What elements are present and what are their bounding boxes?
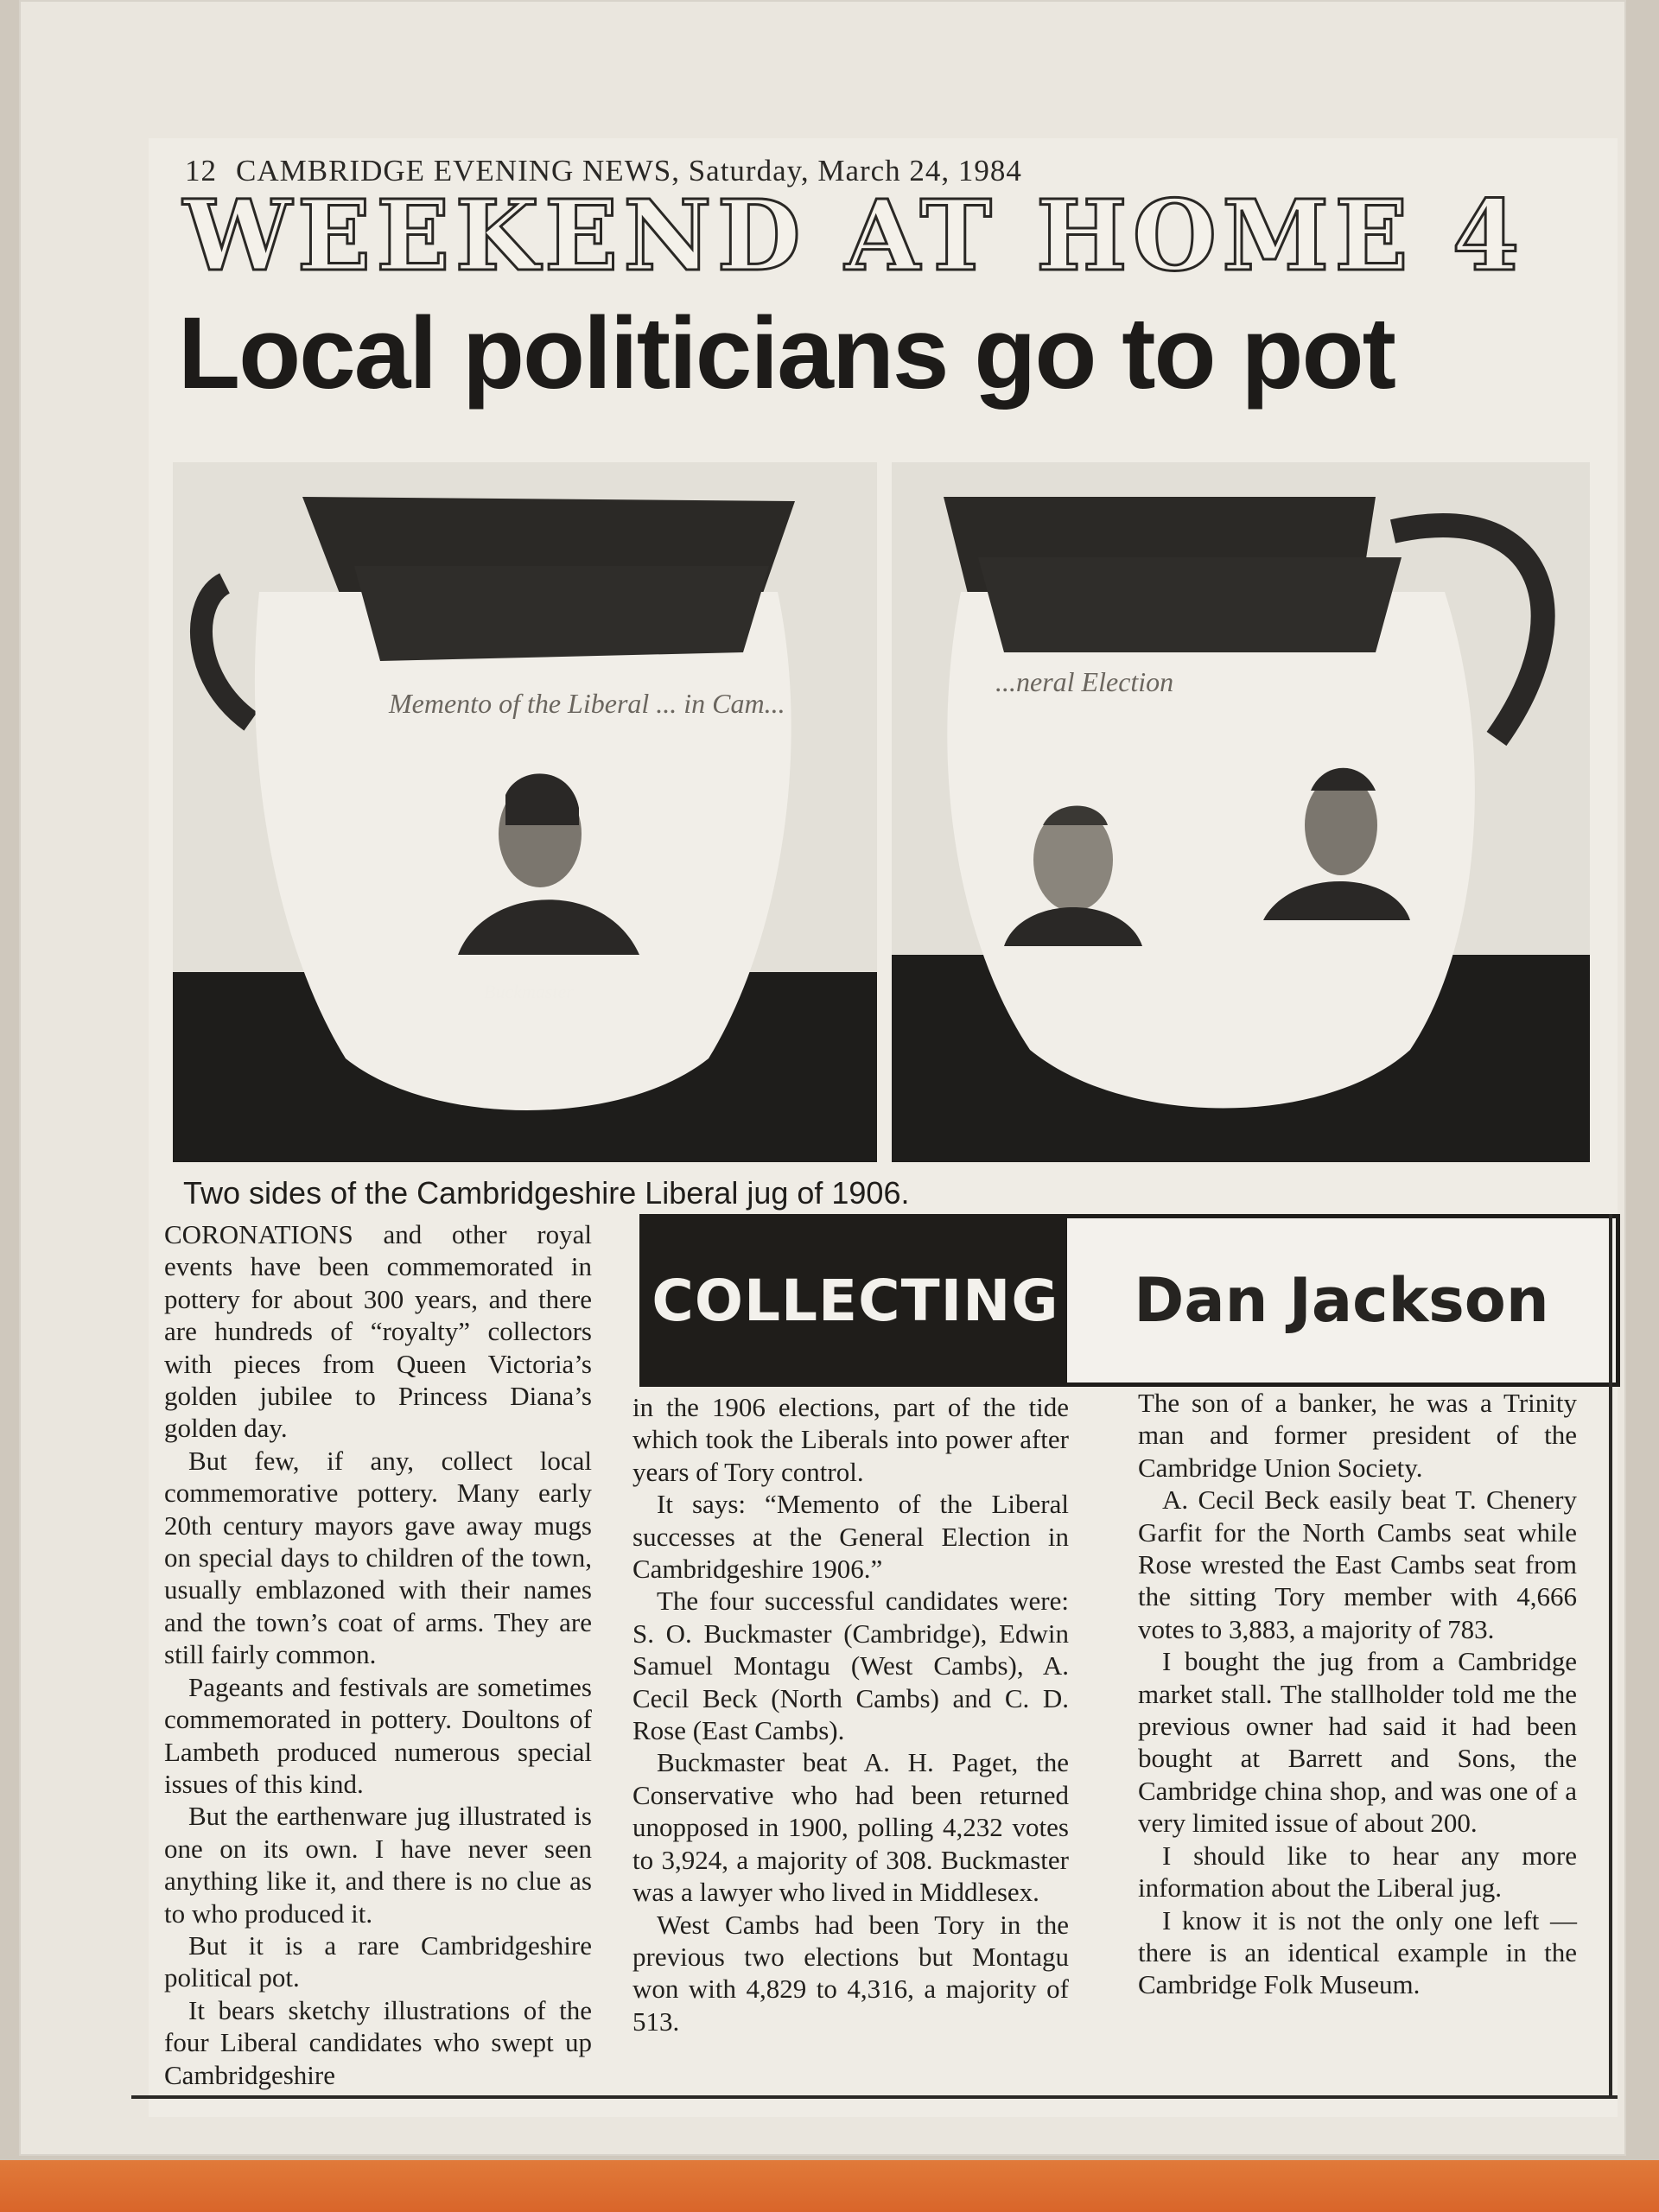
author-name: Dan Jackson — [1134, 1265, 1549, 1336]
column-byline — [639, 1214, 1620, 1387]
paragraph: But few, if any, collect local commemorative pottery. Many early 20th century mayors gave away mugs on special days to children of the town, usually emblazoned with their names and the town’s coat of arms. They are still fairly common. — [164, 1445, 592, 1670]
page-number: 12 — [185, 154, 217, 188]
section-title: WEEKEND AT HOME 4 — [183, 180, 1525, 293]
paragraph: West Cambs had been Tory in the previous two elections but Montagu won with 4,829 to 4,316, a majority of 513. — [632, 1909, 1069, 2037]
jug-inscription-left: Memento of the Liberal ... in Cam... — [389, 688, 785, 719]
svg-text:Buckmaster: Buckmaster — [484, 981, 574, 1002]
paragraph: Pageants and festivals are sometimes commemorated in pottery. Doultons of Lambeth produced numerous special issues of this kind. — [164, 1671, 592, 1799]
article-column-2 — [632, 1391, 1069, 2037]
paragraph: Buckmaster beat A. H. Paget, the Conservative who had been returned unopposed in 1900, polling 4,232 votes to 3,924, a majority of 308. Buckmaster was a lawyer who lived in Middlesex. — [632, 1747, 1069, 1908]
article-column-1 — [164, 1218, 592, 2091]
paragraph: The son of a banker, he was a Trinity man and former president of the Cambridge Union Society. — [1138, 1388, 1577, 1483]
paragraph: The four successful candidates were: S. O. Buckmaster (Cambridge), Edwin Samuel Montagu (West Cambs), A. Cecil Beck (North Cambs) and C. D. Rose (East Cambs). — [632, 1586, 1069, 1746]
paragraph: It says: “Memento of the Liberal successes at the General Election in Cambridgeshire 1906.” — [632, 1489, 1069, 1585]
orange-backdrop — [0, 2160, 1659, 2212]
publication-line: CAMBRIDGE EVENING NEWS, Saturday, March 24, 1984 — [236, 154, 1022, 188]
column-tag: COLLECTING — [644, 1218, 1067, 1382]
jug-photo-right — [892, 462, 1590, 1162]
jug-photo-left — [173, 462, 877, 1162]
column-rule — [1609, 1214, 1612, 2095]
paragraph: But the earthenware jug illustrated is one on its own. I have never seen anything like it, and there is no clue as to who produced it. — [164, 1801, 592, 1929]
paragraph: I should like to hear any more information about the Liberal jug. — [1138, 1840, 1577, 1904]
jug-illustration-right — [892, 462, 1590, 1162]
newspaper-page — [19, 0, 1626, 2156]
paragraph: in the 1906 elections, part of the tide which took the Liberals into power after years of Tory control. — [632, 1392, 1069, 1487]
paragraph: I know it is not the only one left — there is an identical example in the Cambridge Folk Museum. — [1138, 1904, 1577, 2000]
article-column-3 — [1138, 1387, 1577, 2001]
paragraph: I bought the jug from a Cambridge market stall. The stallholder told me the previous owner had said it had been bought at Barrett and Sons, the Cambridge china shop, and was one of a very limited issue of about 200. — [1138, 1646, 1577, 1839]
paragraph: A. Cecil Beck easily beat T. Chenery Garfit for the North Cambs seat while Rose wrested the East Cambs seat from the sitting Tory member with 4,666 votes to 3,883, a majority of 783. — [1138, 1484, 1577, 1644]
paragraph: It bears sketchy illustrations of the four Liberal candidates who swept up Cambridgeshire — [164, 1994, 592, 2090]
paragraph: CORONATIONS and other royal events have been commemorated in pottery for about 300 years, and there are hundreds of “royalty” collectors with pieces from Queen Victoria’s golden jubilee to Princess Diana’s golden day. — [164, 1219, 592, 1444]
paragraph: But it is a rare Cambridgeshire political pot. — [164, 1929, 592, 1993]
headline: Local politicians go to pot — [178, 296, 1395, 410]
photo-caption: Two sides of the Cambridgeshire Liberal jug of 1906. — [183, 1175, 910, 1211]
jug-inscription-right: ...neral Election — [995, 666, 1174, 697]
jug-illustration-left — [173, 462, 877, 1162]
bottom-rule — [131, 2095, 1618, 2099]
newspaper-clipping — [149, 138, 1618, 2117]
